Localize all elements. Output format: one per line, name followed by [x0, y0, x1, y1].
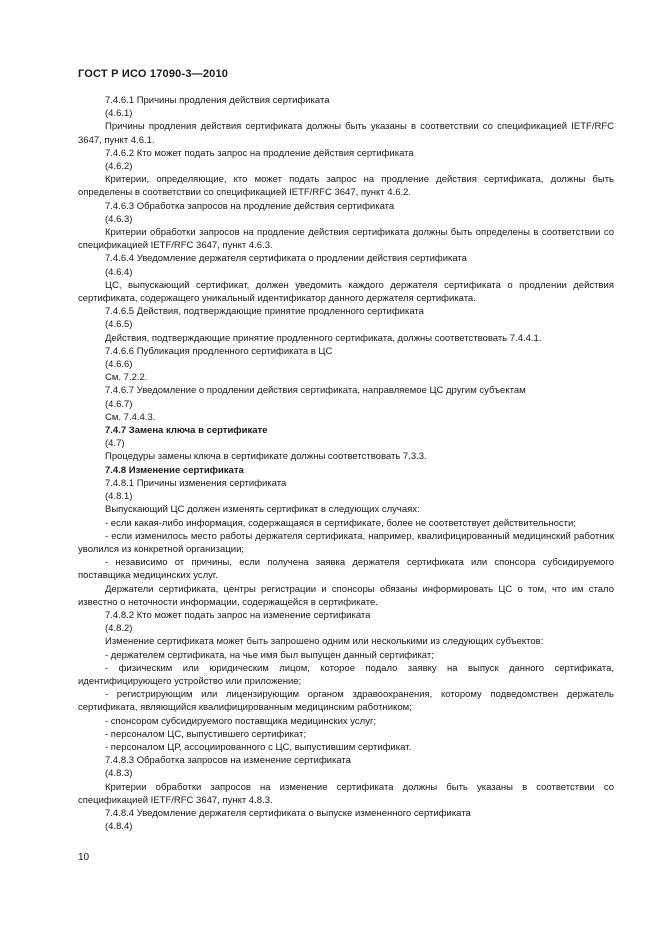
list-item: - держателем сертификата, на чье имя был выпущен данный сертификат;: [105, 649, 434, 661]
reference: (4.6.4): [105, 266, 133, 278]
reference: (4.8.3): [105, 768, 133, 780]
list-item: - спонсором субсидируемого поставщика медицинских услуг;: [105, 715, 377, 727]
paragraph: Критерии, определяющие, кто может подать запрос на продление действия сертификата, должны быть определены в соответствии со спецификацией IETF/RFC 3647, пункт 4.6.2.: [78, 174, 614, 199]
reference: (4.6.2): [105, 161, 133, 173]
reference: (4.6.7): [105, 398, 133, 410]
paragraph: См. 7.4.4.3.: [105, 411, 156, 423]
list-item: - персоналом ЦС, выпустившего сертификат;: [105, 728, 306, 740]
subsection-heading: 7.4.8.1 Причины изменения сертификата: [105, 477, 287, 489]
section-heading: 7.4.8 Изменение сертификата: [105, 464, 244, 476]
page-header: ГОСТ Р ИСО 17090-3—2010: [78, 68, 229, 80]
paragraph: Выпускающий ЦС должен изменять сертификат в следующих случаях:: [105, 504, 420, 516]
subsection-heading: 7.4.6.4 Уведомление держателя сертификата о продлении действия сертификата: [105, 253, 467, 265]
reference: (4.6.6): [105, 359, 133, 371]
reference: (4.6.3): [105, 213, 133, 225]
paragraph: ЦС, выпускающий сертификат, должен уведомить каждого держателя сертификата о продлении действия сертификата, содержащего уникальный идентификатор данного держателя сертификата.: [78, 279, 614, 305]
reference: (4.6.5): [105, 319, 133, 331]
subsection-heading: 7.4.6.3 Обработка запросов на продление действия сертификата: [105, 200, 395, 212]
subsection-heading: 7.4.6.6 Публикация продленного сертификата в ЦС: [105, 345, 333, 357]
paragraph: Критерии обработки запросов на изменение сертификата должны быть указаны в соответствии со спецификацией IETF/RFC 3647, пункт 4.8.3.: [78, 781, 614, 806]
reference: (4.8.1): [105, 491, 133, 503]
list-item: - физическим или юридическим лицом, которое подало заявку на выпуск данного сертификата, идентифицирующего устройство или приложение;: [78, 662, 614, 687]
list-item: - если какая-либо информация, содержащаяся в сертификате, более не соответствует действительности;: [105, 517, 576, 529]
paragraph: См. 7.2.2.: [105, 372, 148, 384]
paragraph: Причины продления действия сертификата должны быть указаны в соответствии со спецификацией IETF/RFC 3647, пункт 4.6.1.: [78, 121, 614, 146]
subsection-heading: 7.4.8.4 Уведомление держателя сертификата о выпуске измененного сертификата: [105, 807, 471, 819]
subsection-heading: 7.4.6.7 Уведомление о продлении действия сертификата, направляемое ЦС другим субъектам: [105, 385, 526, 397]
paragraph: Действия, подтверждающие принятие продленного сертификата, должны соответствовать 7.4.4.1.: [105, 332, 542, 344]
paragraph: Процедуры замены ключа в сертификате должны соответствовать 7.3.3.: [105, 451, 427, 463]
reference: (4.8.4): [105, 821, 133, 833]
page-number: 10: [78, 852, 90, 863]
subsection-heading: 7.4.8.2 Кто может подать запрос на изменение сертификата: [105, 609, 371, 621]
list-item: - если изменилось место работы держателя сертификата, например, квалифицированный медицинский работник уволился из конкретной организации;: [78, 530, 614, 555]
list-item: - независимо от причины, если получена заявка держателя сертификата или спонсора субсидируемого поставщика медицинских услуг.: [78, 557, 614, 582]
subsection-heading: 7.4.6.1 Причины продления действия сертификата: [105, 95, 330, 106]
paragraph: Изменение сертификата может быть запрошено одним или несколькими из следующих субъектов:: [105, 636, 544, 648]
reference: (4.6.1): [105, 108, 133, 120]
reference: (4.7): [105, 438, 125, 450]
subsection-heading: 7.4.6.5 Действия, подтверждающие принятие продленного сертификата: [105, 306, 424, 318]
subsection-heading: 7.4.8.3 Обработка запросов на изменение сертификата: [105, 755, 351, 767]
subsection-heading: 7.4.6.2 Кто может подать запрос на продление действия сертификата: [105, 147, 414, 159]
list-item: - персоналом ЦР, ассоциированного с ЦС, выпустившим сертификат.: [105, 741, 412, 753]
paragraph: Критерии обработки запросов на продление действия сертификата должны быть определены в соответствии со спецификацией IETF/RFC 3647, пункт 4.6.3.: [78, 227, 614, 252]
section-heading: 7.4.7 Замена ключа в сертификате: [105, 425, 268, 437]
paragraph: Держатели сертификата, центры регистрации и спонсоры обязаны информировать ЦС о том, что им стало известно о неточности информации, содержащейся в сертификате.: [78, 583, 614, 608]
document-body: [78, 94, 614, 833]
reference: (4.8.2): [105, 623, 133, 635]
list-item: - регистрирующим или лицензирующим органом здравоохранения, которому подведомствен держатель сертификата, являющийся квалифицированным медицинским работником;: [78, 689, 614, 714]
